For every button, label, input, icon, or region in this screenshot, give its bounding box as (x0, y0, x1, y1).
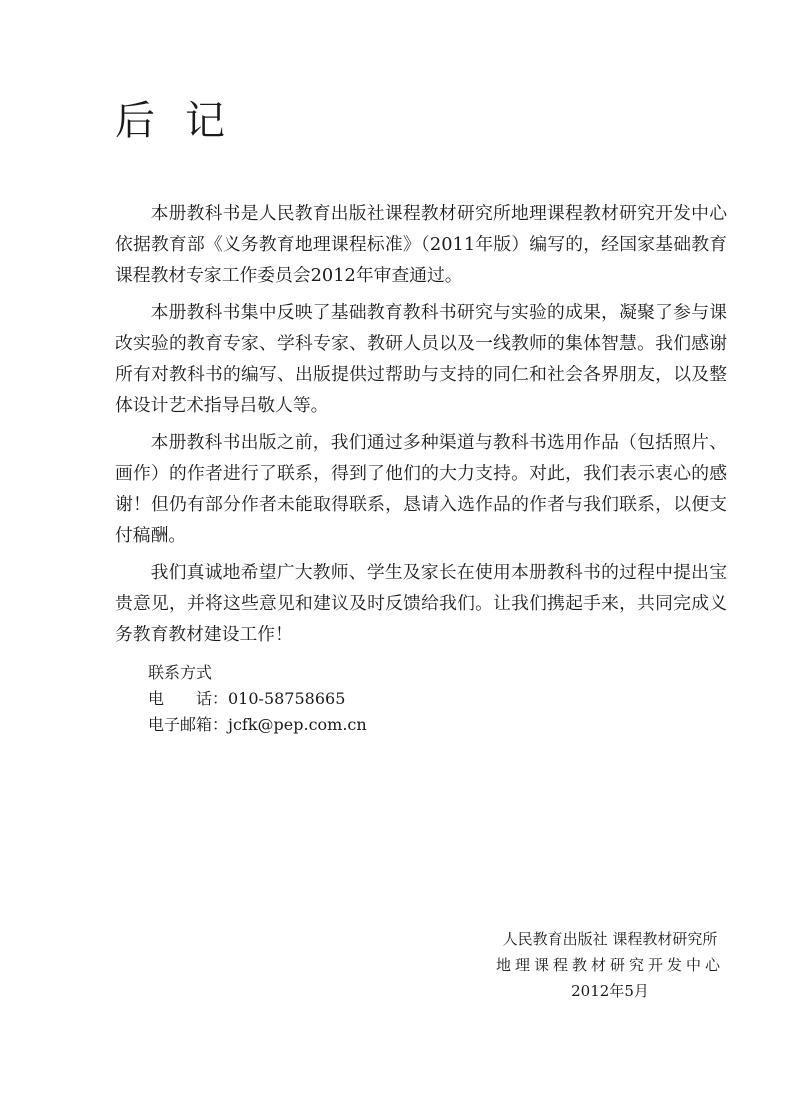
page-title: 后记 (115, 98, 255, 144)
paragraph: 我们真诚地希望广大教师、学生及家长在使用本册教科书的过程中提出宝贵意见，并将这些意见和建议及时反馈给我们。让我们携起手来，共同完成义务教育教材建设工作！ (115, 562, 727, 645)
signature-org-line-1: 人民教育出版社 课程教材研究所 (502, 930, 718, 948)
signature-date: 2012年5月 (571, 982, 649, 1000)
contact-title: 联系方式 (148, 663, 213, 682)
contact-phone: 电 话：010-58758665 (148, 689, 346, 708)
signature-org-line-2: 地理课程教材研究开发中心 (495, 956, 724, 974)
signature-block (480, 926, 740, 1004)
afterword-body (115, 198, 727, 656)
contact-email: 电子邮箱：jcfk@pep.com.cn (148, 715, 367, 734)
paragraph: 本册教科书是人民教育出版社课程教材研究所地理课程教材研究开发中心依据教育部《义务教育地理课程标准》（2011年版）编写的，经国家基础教育课程教材专家工作委员会2012年审查通过。 (115, 203, 727, 286)
contact-block (148, 660, 367, 738)
paragraph: 本册教科书出版之前，我们通过多种渠道与教科书选用作品（包括照片、画作）的作者进行了联系，得到了他们的大力支持。对此，我们表示衷心的感谢！但仍有部分作者未能取得联系，恳请入选作品的作者与我们联系，以便支付稿酬。 (115, 432, 727, 546)
paragraph: 本册教科书集中反映了基础教育教科书研究与实验的成果，凝聚了参与课改实验的教育专家、学科专家、教研人员以及一线教师的集体智慧。我们感谢所有对教科书的编写、出版提供过帮助与支持的同仁和社会各界朋友，以及整体设计艺术指导吕敬人等。 (115, 302, 727, 416)
